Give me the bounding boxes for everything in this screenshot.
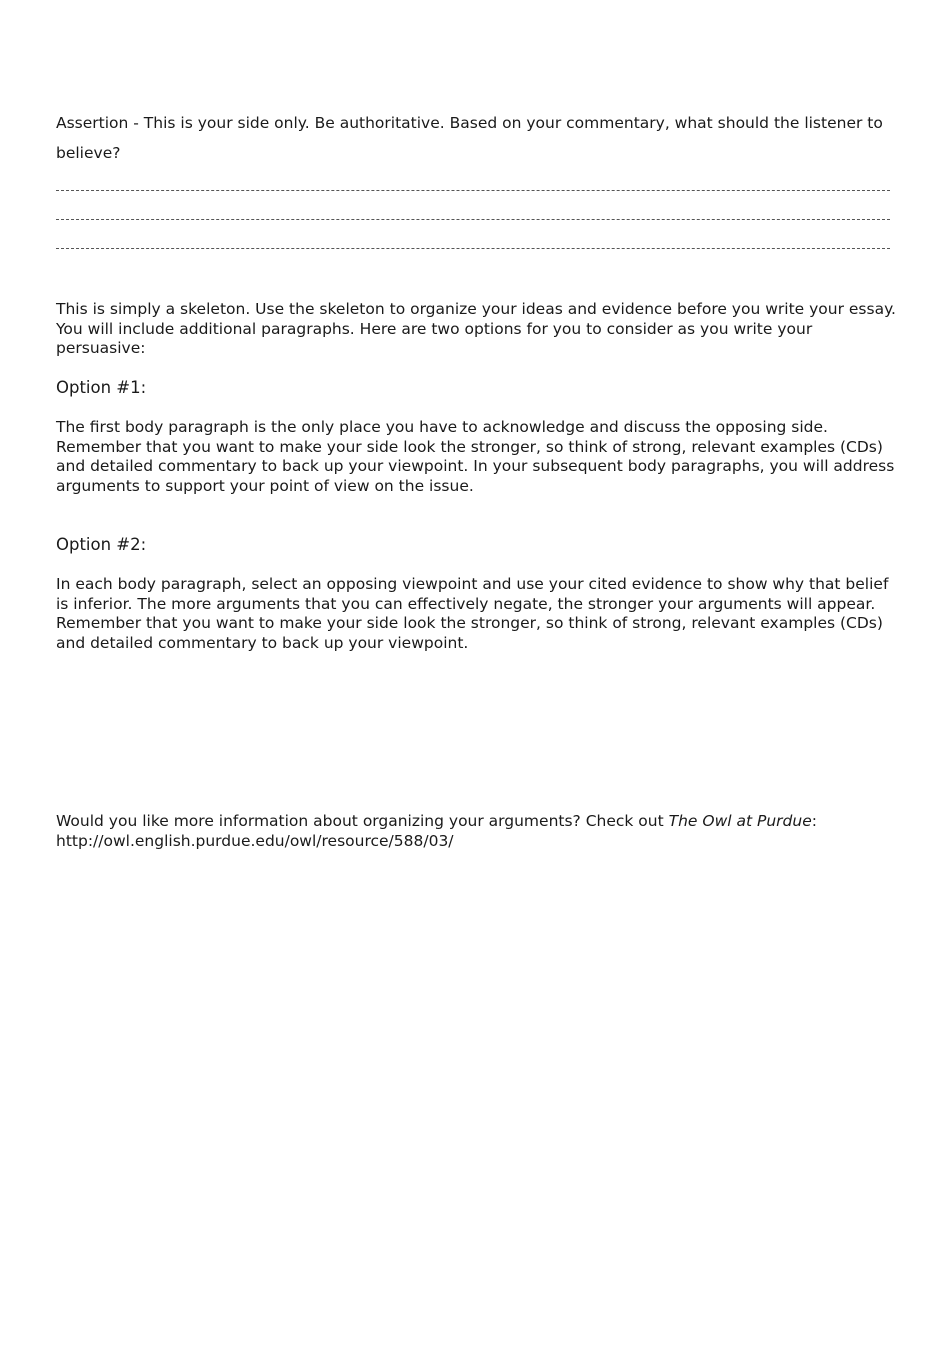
owl-purdue-title: The Owl at Purdue [668,812,812,830]
owl-purdue-url[interactable]: http://owl.english.purdue.edu/owl/resource/588/03/ [56,831,454,850]
answer-blank-line[interactable] [56,205,896,234]
answer-blank-line[interactable] [56,234,896,263]
option-2-heading: Option #2: [56,535,147,554]
skeleton-note: This is simply a skeleton. Use the skeleton to organize your ideas and evidence before you write your essay. You will include additional paragraphs. Here are two options for you to consider as you write your persuasive: [56,300,896,358]
answer-blank-lines [56,176,896,263]
option-1-body: The first body paragraph is the only place you have to acknowledge and discuss the opposing side. Remember that you want to make your side look the stronger, so think of strong, relevant examples (CDs) and detailed commentary to back up your viewpoint. In your subsequent body paragraphs, you will address arguments to support your point of view on the issue. [56,418,895,496]
more-info-colon: : [811,812,817,830]
more-info-paragraph [56,812,901,851]
more-info-lead: Would you like more information about organizing your arguments? Check out [56,812,669,830]
option-2-body: In each body paragraph, select an opposing viewpoint and use your cited evidence to show why that belief is inferior. The more arguments that you can effectively negate, the stronger your arguments will appear. Remember that you want to make your side look the stronger, so think of strong, relevant examples (CDs) and detailed commentary to back up your viewpoint. [56,575,889,653]
assertion-prompt: Assertion - This is your side only. Be authoritative. Based on your commentary, what should the listener to believe? [56,114,883,162]
option-1-heading: Option #1: [56,378,147,397]
answer-blank-line[interactable] [56,176,896,205]
